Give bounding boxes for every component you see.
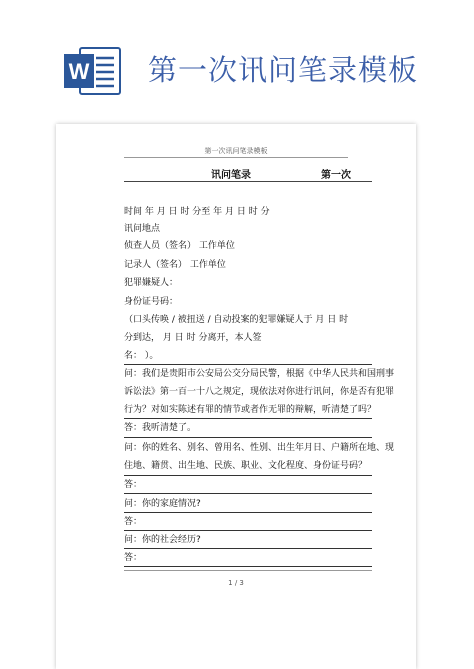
recorder-line: 记录人（签名） 工作单位 [124,260,226,270]
header-divider [124,157,348,158]
interrogation-count: 第一次 [321,170,351,181]
answer-3: 答： [124,517,143,527]
page-header: 第一次讯问笔录模板 [204,147,268,155]
location-line: 讯问地点 [124,224,161,234]
rule [124,548,372,549]
rule [124,475,372,476]
rule [124,530,372,531]
question-2-line-1: 问：你的姓名、别名、曾用名、性别、出生年月日、户籍所在地、现 [124,443,395,453]
title-divider [124,181,372,182]
answer-1: 答：我听清楚了。 [124,423,197,433]
question-1-line-2: 诉讼法》第一百一十八之规定，现依法对你进行讯问，你是否有犯罪 [124,387,395,397]
answer-2: 答： [124,480,143,490]
question-1-line-1: 问：我们是贵阳市公安局公交分局民警，根据《中华人民共和国刑事 [124,369,395,379]
rule [124,566,372,567]
id-number-line: 身份证号码： [124,297,179,307]
suspect-line: 犯罪嫌疑人： [124,278,179,288]
rule [124,512,372,513]
time-line: 时间 年 月 日 时 分至 年 月 日 时 分 [124,207,270,217]
investigator-line: 侦查人员（签名） 工作单位 [124,241,235,251]
rule [124,437,372,438]
word-document-icon [62,44,124,98]
arrival-line-1: （口头传唤 / 被扭送 / 自动投案的犯罪嫌疑人于 月 日 时 [124,315,349,325]
rule [124,570,372,571]
answer-4: 答： [124,553,143,563]
page-number: 1 / 3 [228,579,244,587]
rule [124,418,372,419]
document-title: 讯问笔录 [211,170,251,181]
document-page [56,124,416,669]
banner-title: 第一次讯问笔录模板 [148,53,419,87]
rule [124,364,372,365]
arrival-line-3: 名： ）。 [124,351,159,361]
question-2-line-2: 住地、籍贯、出生地、民族、职业、文化程度、身份证号码？ [124,461,368,471]
question-4: 问：你的社会经历? [124,535,201,545]
banner [0,0,474,100]
question-1-line-3: 行为？对如实陈述有罪的情节或者作无罪的辩解，听清楚了吗？ [124,405,377,415]
question-3: 问：你的家庭情况? [124,499,201,509]
word-icon-letter: W [68,59,90,84]
rule [124,493,372,494]
arrival-line-2: 分到达， 月 日 时 分离开，本人签 [124,333,262,343]
